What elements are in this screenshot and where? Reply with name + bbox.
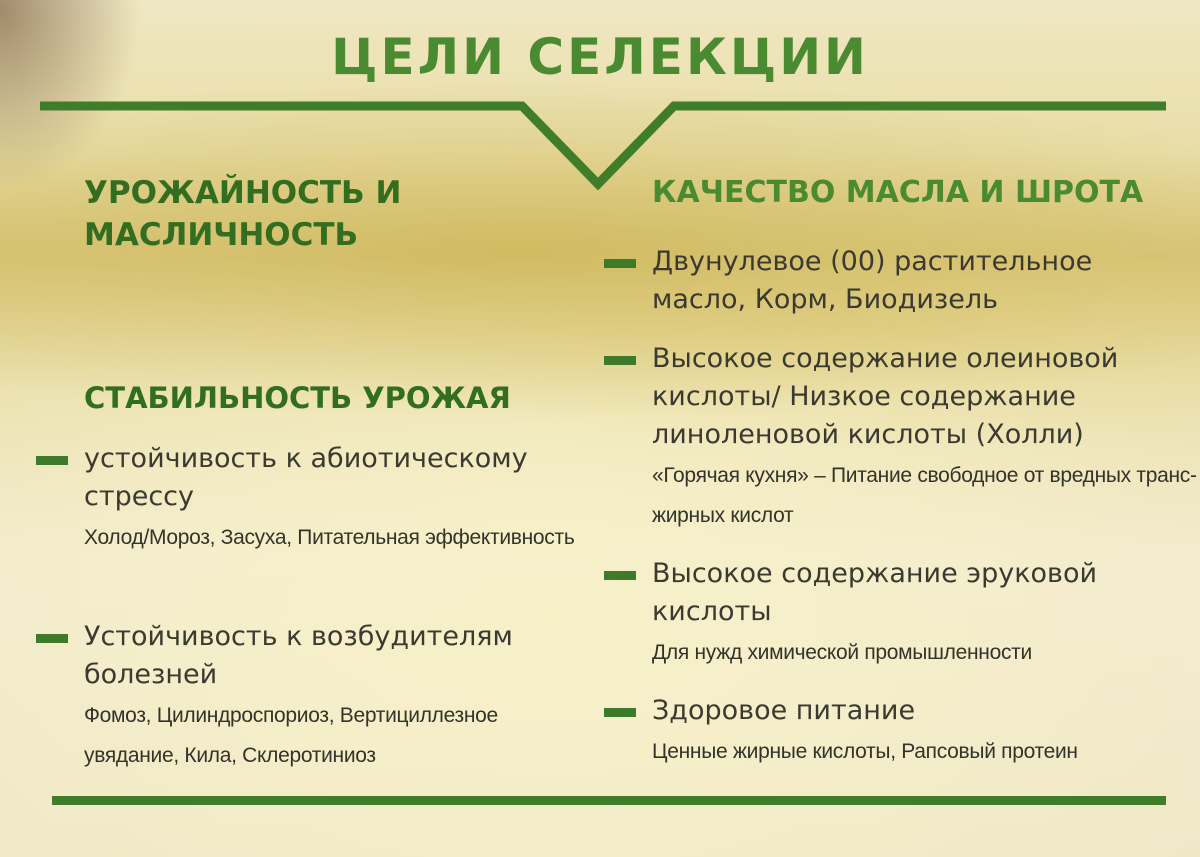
heading-yield-oil-content: УРОЖАЙНОСТЬ И МАСЛИЧНОСТЬ <box>84 175 402 253</box>
item-main-text: Высокое содержание олеиновой кислоты/ Низкое содержание линоленовой кислоты (Холли) <box>652 343 1119 450</box>
item-main-text: Двунулевое (00) растительное масло, Корм, Биодизель <box>652 246 1093 315</box>
list-item-abiotic-stress <box>84 440 584 558</box>
item-sub-text: Для нужд химической промышленности <box>652 641 1032 664</box>
list-item-disease-resistance <box>84 618 584 776</box>
bullet-dash-icon <box>604 708 636 717</box>
left-column <box>84 172 584 767</box>
bullet-dash-icon <box>36 634 68 643</box>
list-item-healthy-nutrition <box>652 692 1172 772</box>
bullet-dash-icon <box>36 456 68 465</box>
bullet-dash-icon <box>604 571 636 580</box>
item-main-text: Устойчивость к возбудителям болезней <box>84 621 513 690</box>
heading-yield-stability: СТАБИЛЬНОСТЬ УРОЖАЯ <box>84 381 511 415</box>
bullet-dash-icon <box>604 356 636 365</box>
item-main-text: Здоровое питание <box>652 695 916 726</box>
item-main-text: Высокое содержание эруковой кислоты <box>652 558 1098 627</box>
bullet-dash-icon <box>604 259 636 268</box>
item-sub-text: «Горячая кухня» – Питание свободное от вредных транс-жирных кислот <box>652 464 1197 527</box>
item-sub-text: Холод/Мороз, Засуха, Питательная эффективность <box>84 526 575 549</box>
heading-oil-meal-quality: КАЧЕСТВО МАСЛА И ШРОТА <box>652 175 1144 210</box>
item-sub-text: Ценные жирные кислоты, Рапсовый протеин <box>652 740 1078 763</box>
list-item-high-erucic <box>652 555 1172 673</box>
bottom-divider <box>52 796 1166 805</box>
list-item-high-oleic <box>652 340 1197 536</box>
page-title: ЦЕЛИ СЕЛЕКЦИИ <box>331 28 869 86</box>
item-main-text: устойчивость к абиотическому стрессу <box>84 443 528 512</box>
list-item-double-zero-oil <box>652 243 1172 319</box>
right-column <box>610 172 1197 763</box>
item-sub-text: Фомоз, Цилиндроспориоз, Вертициллезное увядание, Кила, Склеротиниоз <box>84 704 498 767</box>
top-divider-chevron <box>0 0 1200 200</box>
